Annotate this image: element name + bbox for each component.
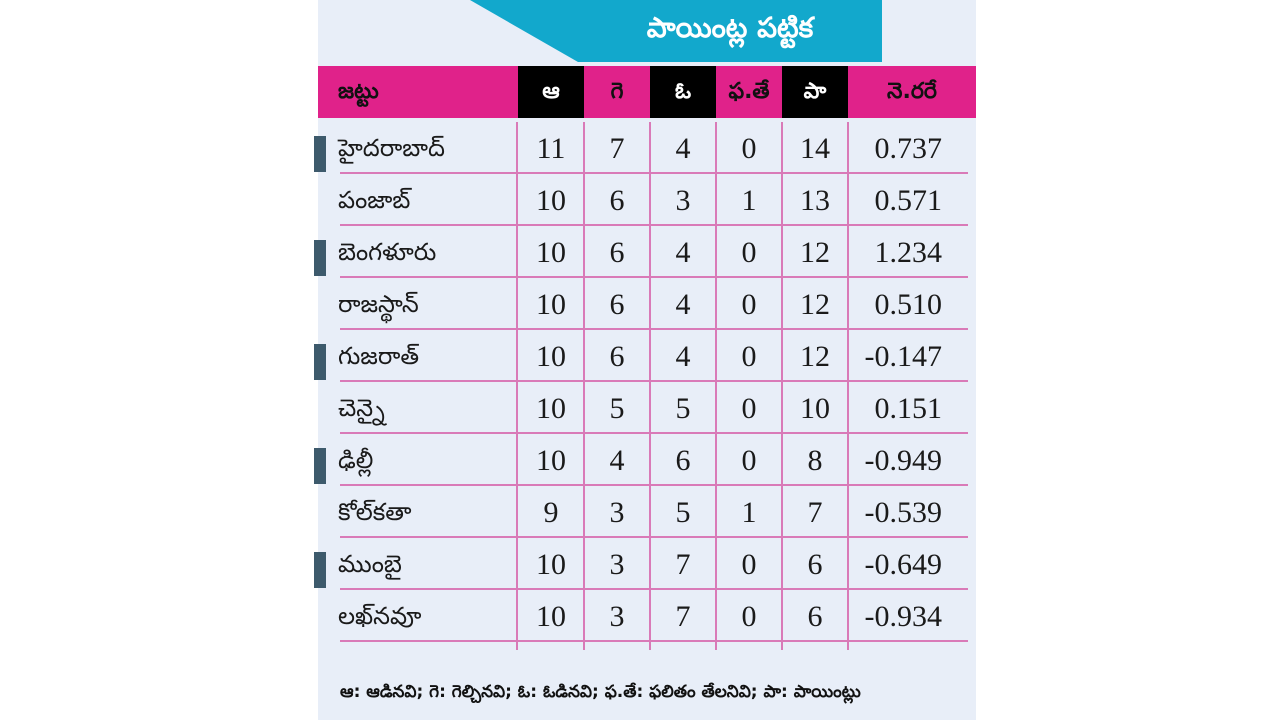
played-value: 10 xyxy=(536,548,566,581)
table-row xyxy=(318,382,976,434)
won-value: 3 xyxy=(609,548,625,581)
won-value: 6 xyxy=(609,288,625,321)
lost-value: 3 xyxy=(675,184,691,217)
won-value: 6 xyxy=(609,184,625,217)
no-result-value: 0 xyxy=(741,392,757,425)
nrr-value: 1.234 xyxy=(874,236,942,269)
table-row xyxy=(318,434,976,486)
played-value: 10 xyxy=(536,392,566,425)
header-team: జట్టు xyxy=(318,66,518,118)
nrr-value: -0.147 xyxy=(864,340,942,373)
won-value: 3 xyxy=(609,496,625,529)
lost-value: 5 xyxy=(675,392,691,425)
lost-value: 4 xyxy=(675,340,691,373)
team-name: గుజరాత్ xyxy=(338,342,419,370)
team-name: ఢిల్లీ xyxy=(338,446,374,474)
table-row xyxy=(318,590,976,642)
team-name: పంజాబ్ xyxy=(338,186,411,214)
nrr-value: -0.934 xyxy=(864,600,942,633)
table-row xyxy=(318,486,976,538)
row-divider xyxy=(340,640,968,642)
won-value: 6 xyxy=(609,236,625,269)
table-row xyxy=(318,174,976,226)
table-row xyxy=(318,226,976,278)
header-points: పా xyxy=(782,66,848,118)
no-result-value: 0 xyxy=(741,548,757,581)
table-row xyxy=(318,278,976,330)
won-value: 4 xyxy=(609,444,625,477)
no-result-value: 1 xyxy=(741,496,757,529)
lost-value: 7 xyxy=(675,600,691,633)
table-body xyxy=(318,122,976,642)
played-value: 10 xyxy=(536,600,566,633)
team-name: బెంగళూరు xyxy=(338,238,437,266)
table-row xyxy=(318,122,976,174)
won-value: 7 xyxy=(609,132,625,165)
no-result-value: 0 xyxy=(741,340,757,373)
lost-value: 4 xyxy=(675,288,691,321)
header-won: గె xyxy=(584,66,650,118)
team-name: ముంబై xyxy=(338,550,402,578)
header-played: ఆ xyxy=(518,66,584,118)
points-table-card xyxy=(318,0,976,720)
lost-value: 7 xyxy=(675,548,691,581)
nrr-value: 0.737 xyxy=(874,132,942,165)
won-value: 5 xyxy=(609,392,625,425)
team-name: చెన్నై xyxy=(338,394,385,422)
points-value: 12 xyxy=(800,288,830,321)
no-result-value: 0 xyxy=(741,236,757,269)
header-no-result: ఫ.తే xyxy=(716,66,782,118)
points-value: 8 xyxy=(807,444,823,477)
played-value: 10 xyxy=(536,184,566,217)
points-value: 13 xyxy=(800,184,830,217)
lost-value: 4 xyxy=(675,132,691,165)
table-title: పాయింట్ల పట్టిక xyxy=(646,11,814,44)
played-value: 9 xyxy=(543,496,559,529)
team-name: రాజస్థాన్ xyxy=(338,290,419,318)
points-value: 7 xyxy=(807,496,823,529)
no-result-value: 0 xyxy=(741,288,757,321)
lost-value: 6 xyxy=(675,444,691,477)
points-value: 14 xyxy=(800,132,830,165)
nrr-value: 0.571 xyxy=(874,184,942,217)
played-value: 11 xyxy=(536,132,566,165)
legend-note: ఆ: ఆడినవి; గె: గెల్చినవి; ఓ: ఓడినవి; ఫ.తే: ఫలితం తేలనివి; పా: పాయింట్లు xyxy=(340,682,861,702)
team-name: హైదరాబాద్ xyxy=(338,134,445,162)
points-value: 10 xyxy=(800,392,830,425)
header-lost: ఓ xyxy=(650,66,716,118)
nrr-value: 0.510 xyxy=(874,288,942,321)
lost-value: 5 xyxy=(675,496,691,529)
nrr-value: -0.649 xyxy=(864,548,942,581)
points-value: 6 xyxy=(807,548,823,581)
no-result-value: 1 xyxy=(741,184,757,217)
table-row xyxy=(318,330,976,382)
header-nrr: నె.రరే xyxy=(848,66,976,118)
table-header xyxy=(318,66,976,118)
played-value: 10 xyxy=(536,236,566,269)
nrr-value: 0.151 xyxy=(874,392,942,425)
no-result-value: 0 xyxy=(741,444,757,477)
points-value: 12 xyxy=(800,340,830,373)
team-name: కోల్‌కతా xyxy=(338,498,412,526)
no-result-value: 0 xyxy=(741,600,757,633)
lost-value: 4 xyxy=(675,236,691,269)
title-banner xyxy=(470,0,882,62)
table-row xyxy=(318,538,976,590)
won-value: 3 xyxy=(609,600,625,633)
won-value: 6 xyxy=(609,340,625,373)
played-value: 10 xyxy=(536,444,566,477)
nrr-value: -0.949 xyxy=(864,444,942,477)
nrr-value: -0.539 xyxy=(864,496,942,529)
points-value: 6 xyxy=(807,600,823,633)
played-value: 10 xyxy=(536,340,566,373)
played-value: 10 xyxy=(536,288,566,321)
team-name: లఖ్‌నవూ xyxy=(338,602,422,630)
points-value: 12 xyxy=(800,236,830,269)
no-result-value: 0 xyxy=(741,132,757,165)
